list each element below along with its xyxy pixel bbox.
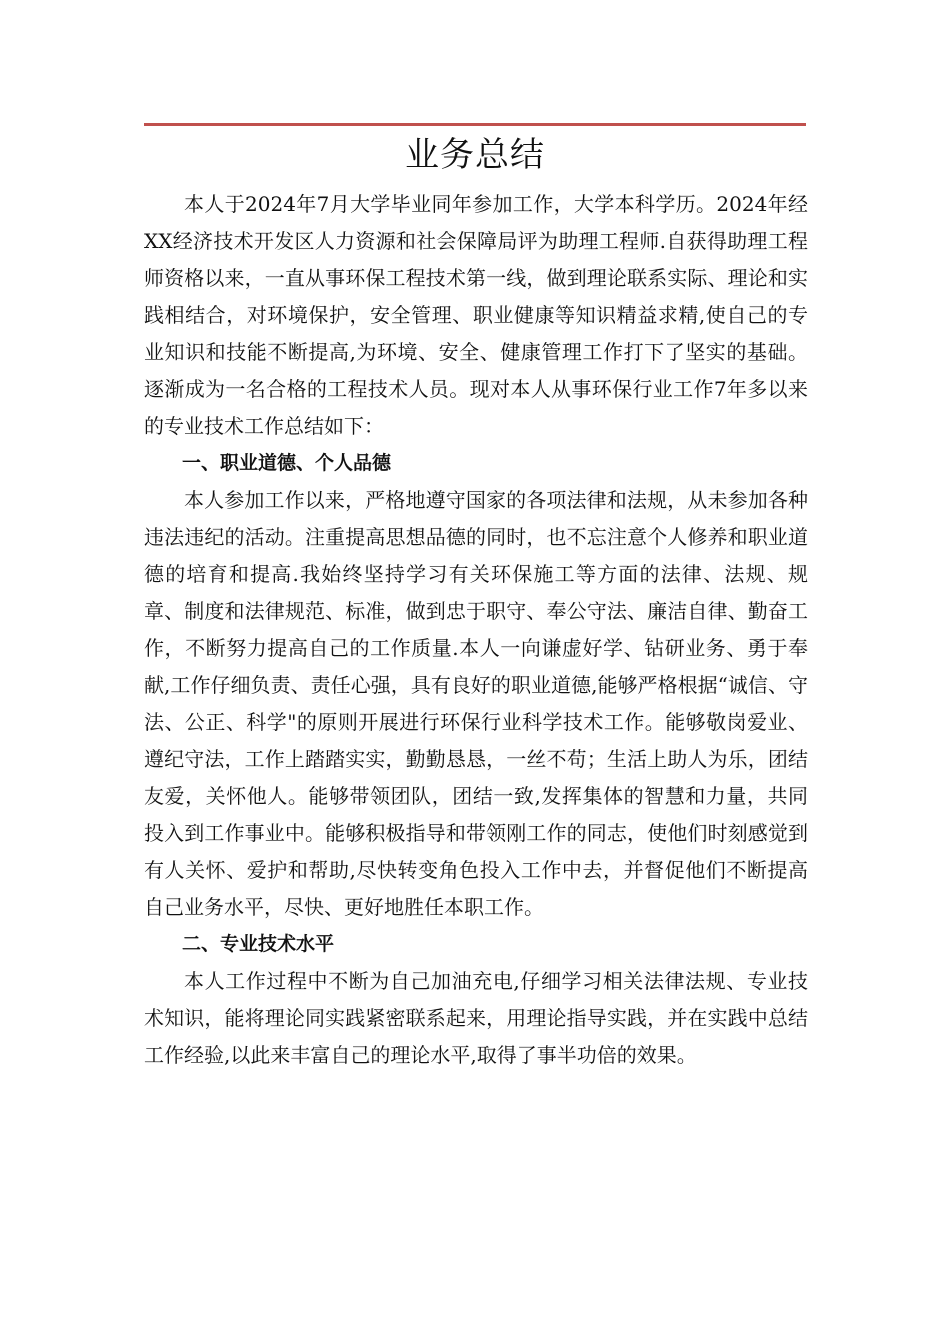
intro-paragraph: 本人于2024年7月大学毕业同年参加工作，大学本科学历。2024年经XX经济技术开发区人力资源和社会保障局评为助理工程师.自获得助理工程师资格以来，一直从事环保工程技术第一线，做到理论联系实际、理论和实践相结合，对环境保护，安全管理、职业健康等知识精益求精,使自己的专业知识和技能不断提高,为环境、安全、健康管理工作打下了坚实的基础。逐渐成为一名合格的工程技术人员。现对本人从事环保行业工作7年多以来的专业技术工作总结如下： — [144, 192, 808, 438]
section-2-heading: 二、专业技术水平 — [182, 933, 335, 955]
document-body — [144, 186, 808, 1074]
section-2-paragraph: 本人工作过程中不断为自己加油充电,仔细学习相关法律法规、专业技术知识，能将理论同实践紧密联系起来，用理论指导实践，并在实践中总结工作经验,以此来丰富自己的理论水平,取得了事半功倍的效果。 — [144, 969, 808, 1067]
document-title: 业务总结 — [405, 135, 545, 175]
section-1-heading: 一、职业道德、个人品德 — [182, 452, 392, 474]
section-1-paragraph: 本人参加工作以来，严格地遵守国家的各项法律和法规，从未参加各种违法违纪的活动。注重提高思想品德的同时，也不忘注意个人修养和职业道德的培育和提高.我始终坚持学习有关环保施工等方面的法律、法规、规章、制度和法律规范、标准，做到忠于职守、奉公守法、廉洁自律、勤奋工作，不断努力提高自己的工作质量.本人一向谦虚好学、钻研业务、勇于奉献,工作仔细负责、责任心强，具有良好的职业道德,能够严格根据“诚信、守法、公正、科学"的原则开展进行环保行业科学技术工作。能够敬岗爱业、遵纪守法，工作上踏踏实实，勤勤恳恳，一丝不苟；生活上助人为乐，团结友爱，关怀他人。能够带领团队，团结一致,发挥集体的智慧和力量，共同投入到工作事业中。能够积极指导和带领刚工作的同志，使他们时刻感觉到有人关怀、爱护和帮助,尽快转变角色投入工作中去，并督促他们不断提高自己业务水平，尽快、更好地胜任本职工作。 — [144, 488, 808, 919]
header-rule — [144, 123, 806, 126]
